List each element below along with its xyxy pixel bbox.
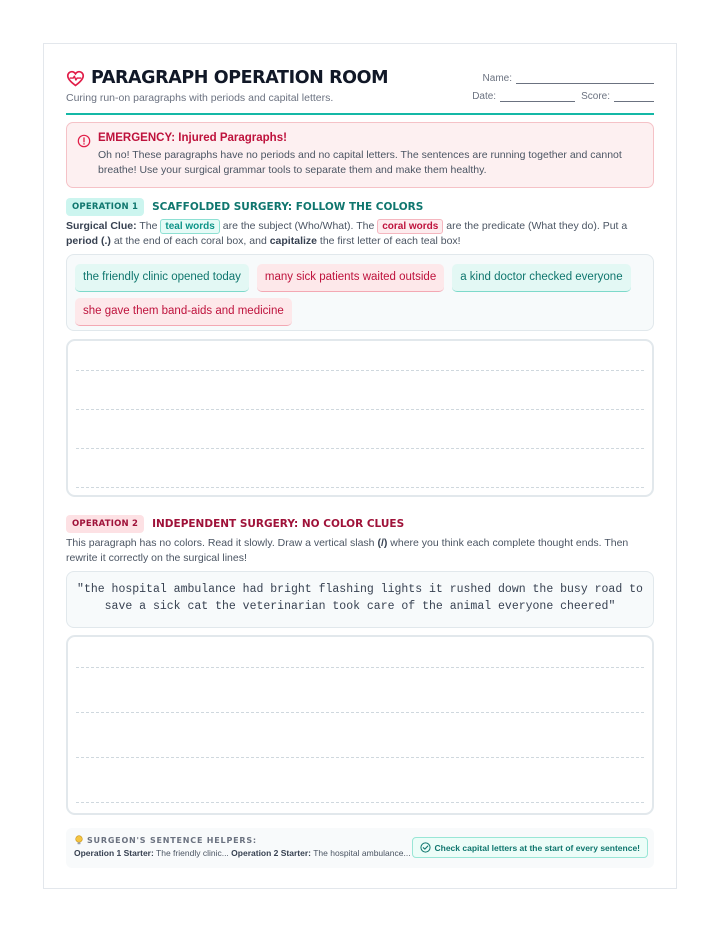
clue-text: are the predicate (What they do). Put a xyxy=(446,220,628,232)
writing-line xyxy=(76,712,644,713)
operation-1-title: SCAFFOLDED SURGERY: FOLLOW THE COLORS xyxy=(152,201,424,213)
operation-2-badge: OPERATION 2 xyxy=(66,515,144,533)
worksheet-header xyxy=(66,68,654,114)
operation-2-writing-area[interactable] xyxy=(66,635,654,815)
operation-1-writing-area[interactable] xyxy=(66,339,654,497)
writing-line xyxy=(76,487,644,488)
instruction-text: where you think each complete thought ends. Then rewrite it correctly on the surgical lines! xyxy=(66,537,629,564)
lightbulb-icon xyxy=(74,835,84,845)
word-chip-predicate: many sick patients waited outside xyxy=(257,264,444,292)
operation-1-heading xyxy=(66,198,423,216)
writing-line xyxy=(76,409,644,410)
word-chip-subject: the friendly clinic opened today xyxy=(75,264,249,292)
clue-text: are the subject (Who/What). The xyxy=(222,220,375,232)
word-bank xyxy=(66,254,654,331)
teal-words-chip: teal words xyxy=(160,219,219,234)
operation-1-badge: OPERATION 1 xyxy=(66,198,144,216)
emergency-alert xyxy=(66,122,654,188)
helpers-title: SURGEON'S SENTENCE HELPERS: xyxy=(87,835,257,845)
clue-label: Surgical Clue: xyxy=(66,220,137,232)
page-title: PARAGRAPH OPERATION ROOM xyxy=(91,68,389,88)
capital-check-text: Check capital letters at the start of every sentence! xyxy=(434,842,640,853)
operation-2-instructions xyxy=(66,536,654,566)
clue-text: the first letter of each teal box! xyxy=(319,235,461,247)
clue-text: at the end of each coral box, and xyxy=(113,235,267,247)
operation-1-instructions xyxy=(66,219,654,249)
slash-symbol: (/) xyxy=(377,537,388,549)
date-field[interactable] xyxy=(500,92,575,102)
run-on-paragraph: "the hospital ambulance had bright flashing lights it rushed down the busy road to save a sick cat the veterinarian took care of the animal everyone cheered" xyxy=(66,571,654,628)
writing-line xyxy=(76,802,644,803)
capitalize-word: capitalize xyxy=(269,235,317,247)
score-label: Score: xyxy=(581,91,610,102)
writing-line xyxy=(76,667,644,668)
header-divider xyxy=(66,113,654,115)
period-word: period (.) xyxy=(66,235,111,247)
check-circle-icon xyxy=(420,842,431,853)
operation-2-title: INDEPENDENT SURGERY: NO COLOR CLUES xyxy=(152,518,405,530)
instruction-text: This paragraph has no colors. Read it slowly. Draw a vertical slash xyxy=(66,537,375,549)
coral-words-chip: coral words xyxy=(377,219,443,234)
date-label: Date: xyxy=(472,91,497,102)
heart-pulse-icon xyxy=(66,70,85,87)
starter-text: The friendly clinic... xyxy=(156,848,229,858)
writing-line xyxy=(76,448,644,449)
name-field[interactable] xyxy=(516,74,654,84)
operation-2-heading xyxy=(66,515,404,533)
name-label: Name: xyxy=(482,73,512,84)
starter-label: Operation 2 Starter: xyxy=(231,848,311,858)
sentence-helpers xyxy=(66,828,654,868)
writing-line xyxy=(76,757,644,758)
clue-text: The xyxy=(139,220,158,232)
page-subtitle: Curing run-on paragraphs with periods and capital letters. xyxy=(66,92,334,104)
score-field[interactable] xyxy=(614,92,654,102)
capital-check-tip xyxy=(412,837,649,858)
student-fields xyxy=(464,68,654,104)
writing-line xyxy=(76,370,644,371)
worksheet xyxy=(43,43,677,889)
alert-circle-icon xyxy=(77,134,91,148)
word-chip-subject: a kind doctor checked everyone xyxy=(452,264,630,292)
alert-title: EMERGENCY: Injured Paragraphs! xyxy=(98,132,287,144)
word-chip-predicate: she gave them band-aids and medicine xyxy=(75,298,292,326)
starter-text: The hospital ambulance... xyxy=(313,848,411,858)
starter-label: Operation 1 Starter: xyxy=(74,848,154,858)
alert-text: Oh no! These paragraphs have no periods and no capital letters. The sentences are running together and cannot breathe! Use your surgical grammar tools to separate them and make them healthy. xyxy=(98,149,622,176)
